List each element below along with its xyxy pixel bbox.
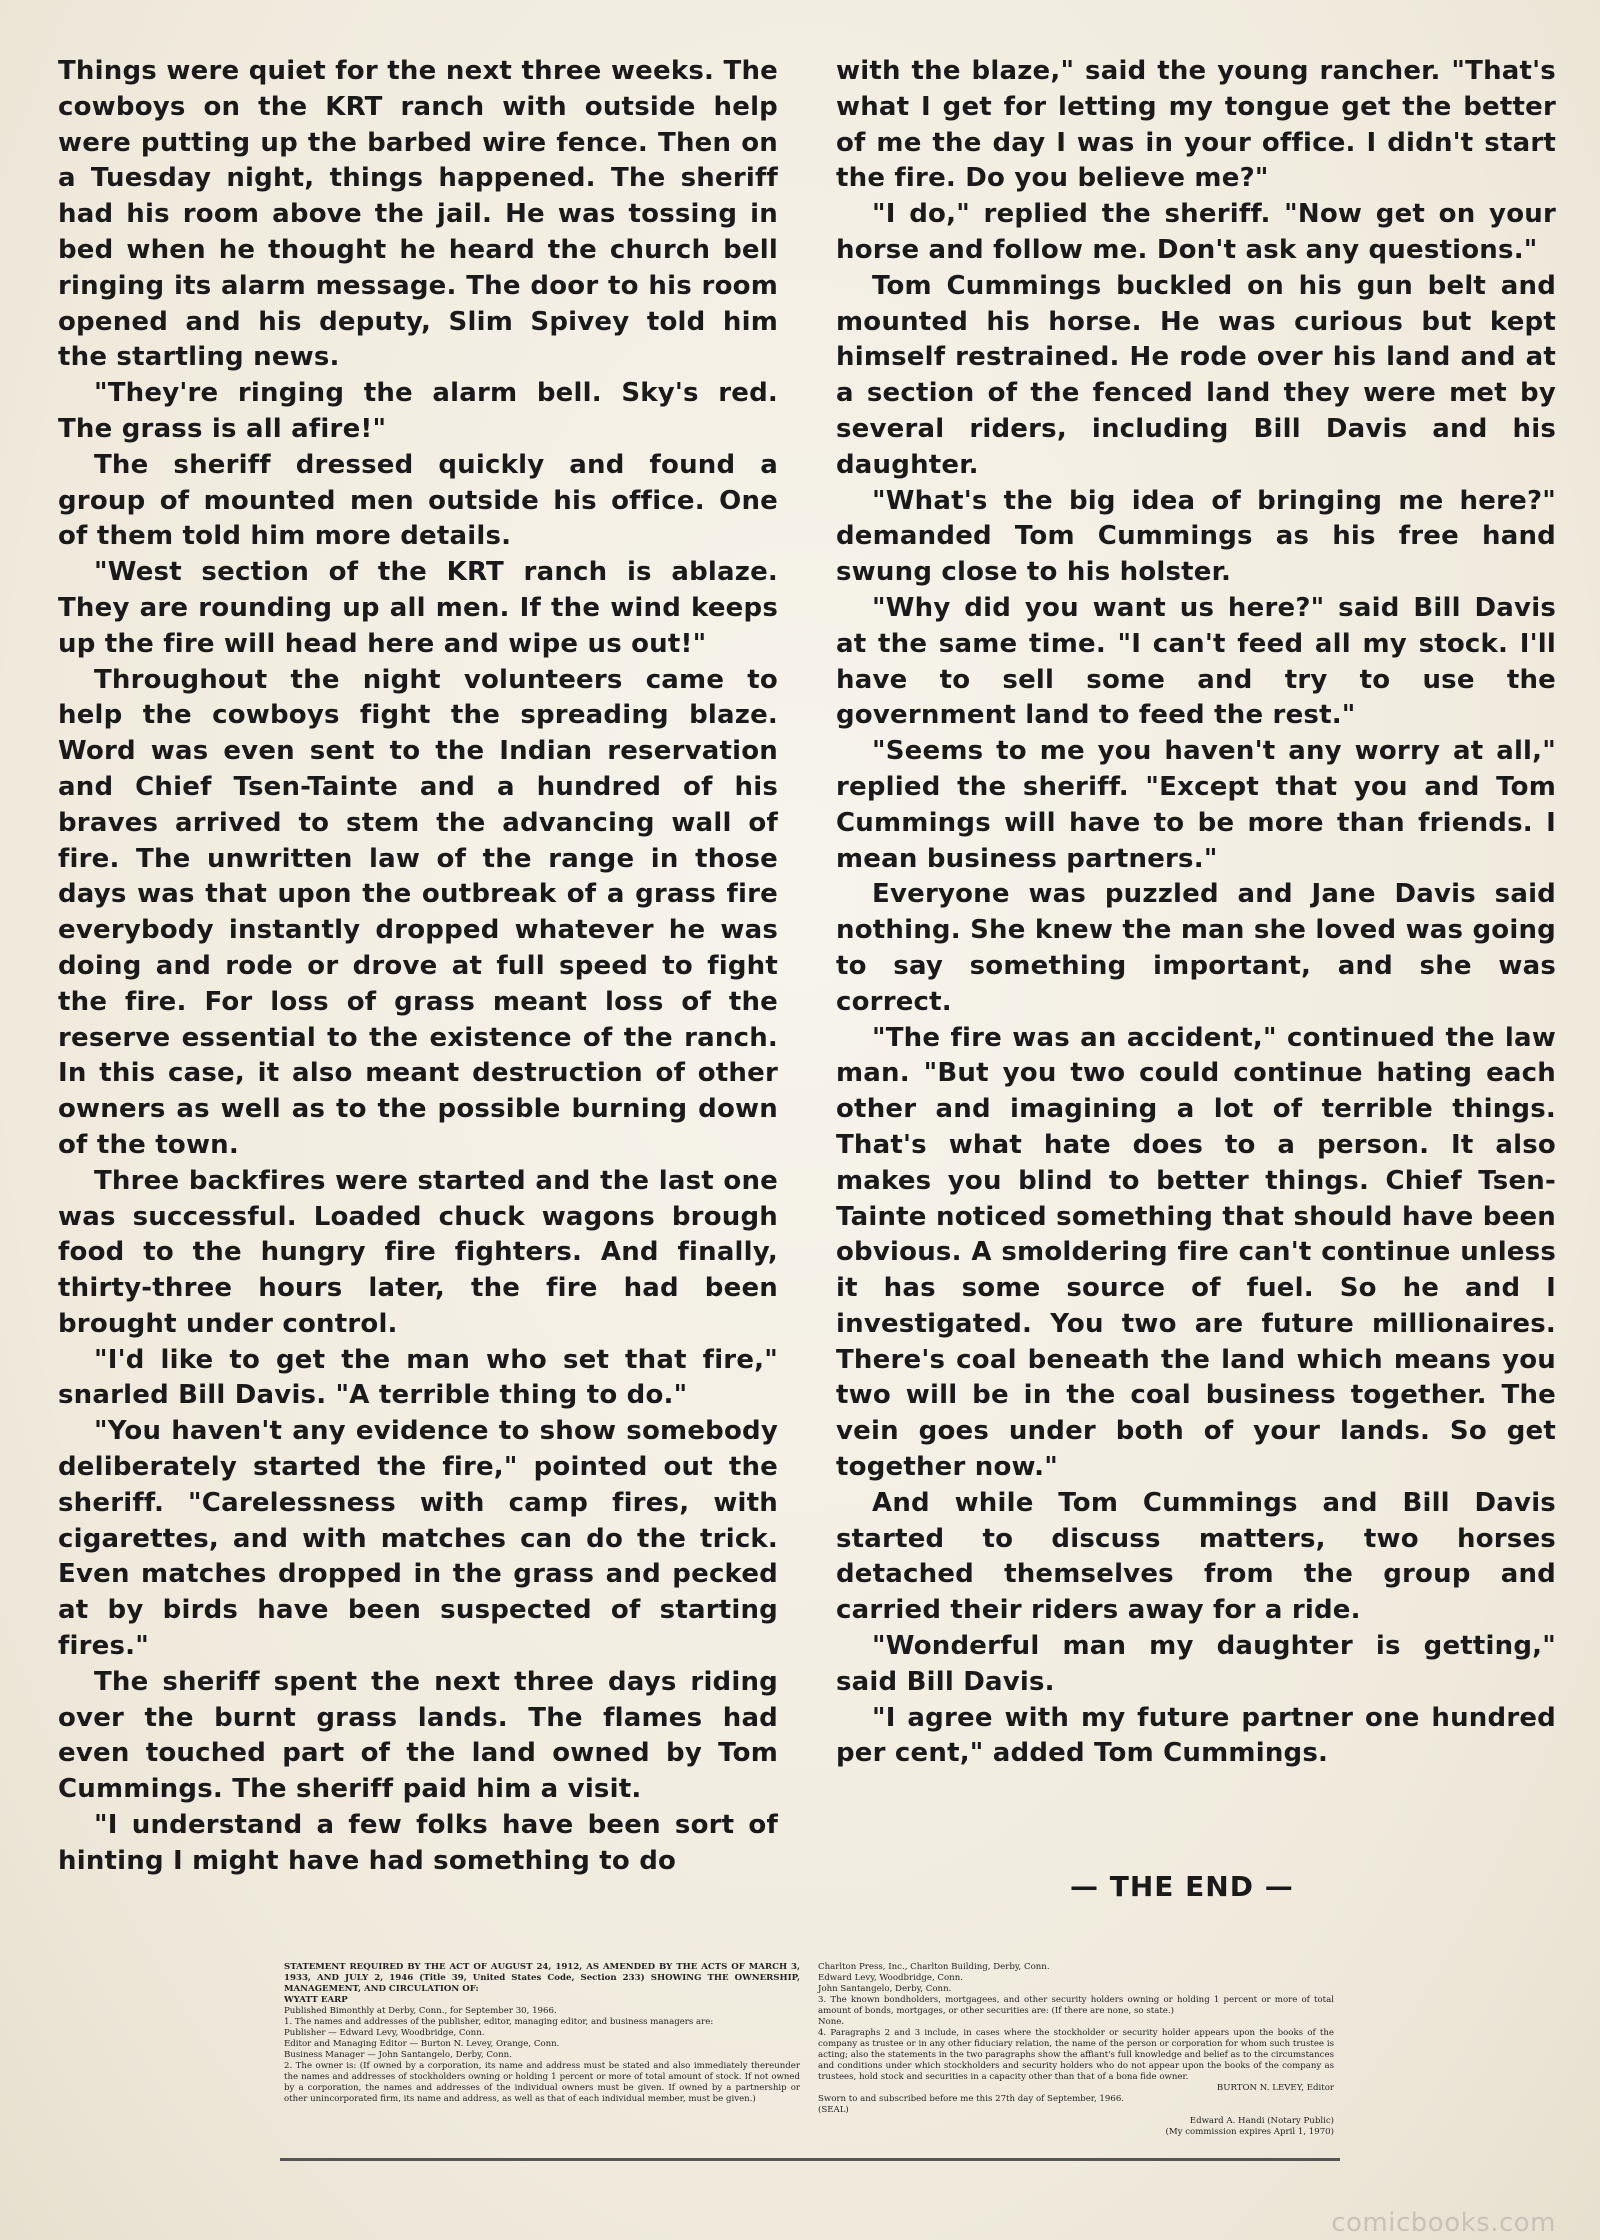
story-paragraph: "I understand a few folks have been sort of hinting I might have had something to do: [58, 1810, 778, 1876]
story-paragraph: "You haven't any evidence to show somebody deliberately started the fire," pointed out the sheriff. "Carelessness with camp fires, with cigarettes, and with matches can do the trick. Even matches dropped in the grass and pecked at by birds have been suspected of starting fires.": [58, 1416, 778, 1662]
story-paragraph: "Seems to me you haven't any worry at all," replied the sheriff. "Except that you and Tom Cummings will have to be more than friends. I mean business partners.": [836, 736, 1556, 874]
story-paragraph: "What's the big idea of bringing me here?" demanded Tom Cummings as his free hand swung close to his holster.: [836, 485, 1556, 588]
story-paragraph: with the blaze," said the young rancher. "That's what I get for letting my tongue get the better of me the day I was in your office. I didn't start the fire. Do you believe me?": [836, 56, 1556, 194]
story-paragraph: The sheriff spent the next three days riding over the burnt grass lands. The flames had even touched part of the land owned by Tom Cummings. The sheriff paid him a visit.: [58, 1666, 778, 1805]
statement-signer: BURTON N. LEVEY, Editor: [1216, 2083, 1334, 2093]
ownership-statement: [284, 1962, 1334, 2142]
statement-none: None.: [818, 2017, 845, 2027]
story-paragraph: "I'd like to get the man who set that fire," snarled Bill Davis. "A terrible thing to do.": [58, 1344, 778, 1411]
statement-notary: Edward A. Handi (Notary Public): [1189, 2116, 1334, 2126]
ownership-statement-left: [284, 1962, 800, 2142]
statement-published: Published Bimonthly at Derby, Conn., for September 30, 1966.: [284, 2006, 557, 2016]
statement-publisher: Publisher — Edward Levy, Woodbridge, Conn.: [284, 2028, 485, 2038]
story-paragraph: Everyone was puzzled and Jane Davis said nothing. She knew the man she loved was going to say something important, and she was correct.: [836, 879, 1556, 1017]
ownership-statement-right: [818, 1962, 1334, 2142]
statement-item-1: 1. The names and addresses of the publisher, editor, managing editor, and business managers are:: [284, 2017, 714, 2027]
story-paragraph: Tom Cummings buckled on his gun belt and mounted his horse. He was curious but kept himself restrained. He rode over his land and at a section of the fenced land they were met by several riders, including Bill Davis and his daughter.: [836, 270, 1556, 480]
story-paragraph: "I agree with my future partner one hundred per cent," added Tom Cummings.: [836, 1702, 1556, 1769]
statement-item-4: 4. Paragraphs 2 and 3 include, in cases where the stockholder or security holder appears upon the books of the company as trustee or in any other fiduciary relation, the name of the person or corporation for whom such trustee is acting; also the statements in the two paragraphs show the affiant's full knowledge and belief as to the circumstances and conditions under which stockholders and security holders who do not appear upon the books of the company as trustees, hold stock and securities in a capacity other than that of a bona fide owner.: [818, 2028, 1334, 2082]
left-text-column: [58, 54, 778, 1880]
the-end-label: — THE END —: [1070, 1870, 1294, 1903]
statement-owner: Edward Levy, Woodbridge, Conn.: [818, 1973, 963, 1983]
statement-heading: STATEMENT REQUIRED BY THE ACT OF AUGUST 24, 1912, AS AMENDED BY THE ACTS OF MARCH 3, 1933, AND JULY 2, 1946 (Title 39, United States Code, Section 233) SHOWING THE OWNERSHIP, MANAGEMENT, AND CIRCULATION OF:: [284, 1962, 800, 1994]
statement-title: WYATT EARP: [284, 1995, 348, 2005]
story-paragraph: "I do," replied the sheriff. "Now get on your horse and follow me. Don't ask any questions.": [836, 199, 1556, 265]
story-paragraph: "The fire was an accident," continued the law man. "But you two could continue hating each other and imagining a lot of terrible things. That's what hate does to a person. It also makes you blind to better things. Chief Tsen-Tainte noticed something that should have been obvious. A smoldering fire can't continue unless it has some source of fuel. So he and I investigated. You two are future millionaires. There's coal beneath the land which means you two will be in the coal business together. The vein goes under both of your lands. So get together now.": [836, 1022, 1556, 1483]
story-paragraph: "West section of the KRT ranch is ablaze. They are rounding up all men. If the wind keeps up the fire will head here and wipe us out!": [58, 557, 778, 659]
statement-business-manager: Business Manager — John Santangelo, Derby, Conn.: [284, 2050, 512, 2060]
site-watermark: comicbooks.com: [1331, 2208, 1556, 2238]
statement-item-2: 2. The owner is: (If owned by a corporation, its name and address must be stated and also immediately thereunder the names and addresses of stockholders owning or holding 1 percent or more of total amount of stock. If not owned by a corporation, the names and addresses of the individual owners must be given. If owned by a partnership or other unincorporated firm, its name and address, as well as that of each individual member, must be given.): [284, 2061, 800, 2104]
story-paragraph: Three backfires were started and the last one was successful. Loaded chuck wagons brough food to the hungry fire fighters. And finally, thirty-three hours later, the fire had been brought under control.: [58, 1165, 778, 1339]
story-paragraph: Things were quiet for the next three weeks. The cowboys on the KRT ranch with outside help were putting up the barbed wire fence. Then on a Tuesday night, things happened. The sheriff had his room above the jail. He was tossing in bed when he thought he heard the church bell ringing its alarm message. The door to his room opened and his deputy, Slim Spivey told him the startling news.: [58, 56, 778, 373]
story-paragraph: And while Tom Cummings and Bill Davis started to discuss matters, two horses detached themselves from the group and carried their riders away for a ride.: [836, 1487, 1556, 1626]
story-paragraph: "Why did you want us here?" said Bill Davis at the same time. "I can't feed all my stock. I'll have to sell some and try to use the government land to feed the rest.": [836, 592, 1556, 731]
statement-seal: (SEAL): [818, 2105, 849, 2115]
right-text-column: [836, 54, 1556, 1772]
story-paragraph: "They're ringing the alarm bell. Sky's red. The grass is all afire!": [58, 378, 778, 444]
statement-commission: (My commission expires April 1, 1970): [1165, 2127, 1334, 2137]
statement-underline: [280, 2158, 1340, 2161]
story-paragraph: Throughout the night volunteers came to help the cowboys fight the spreading blaze. Word was even sent to the Indian reservation and Chief Tsen-Tainte and a hundred of his braves arrived to stem the advancing wall of fire. The unwritten law of the range in those days was that upon the outbreak of a grass fire everybody instantly dropped whatever he was doing and rode or drove at full speed to fight the fire. For loss of grass meant loss of the reserve essential to the existence of the ranch. In this case, it also meant destruction of other owners as well as to the possible burning down of the town.: [58, 664, 778, 1160]
story-paragraph: The sheriff dressed quickly and found a group of mounted men outside his office. One of them told him more details.: [58, 449, 778, 552]
statement-owner: Charlton Press, Inc., Charlton Building, Derby, Conn.: [818, 1962, 1050, 1972]
statement-owner: John Santangelo, Derby, Conn.: [818, 1984, 952, 1994]
story-paragraph: "Wonderful man my daughter is getting," said Bill Davis.: [836, 1631, 1556, 1697]
statement-sworn: Sworn to and subscribed before me this 27th day of September, 1966.: [818, 2094, 1125, 2104]
statement-editor: Editor and Managing Editor — Burton N. Levey, Orange, Conn.: [284, 2039, 560, 2049]
statement-item-3: 3. The known bondholders, mortgagees, and other security holders owning or holding 1 percent or more of total amount of bonds, mortgages, or other securities are: (If there are none, so state.): [818, 1995, 1334, 2016]
